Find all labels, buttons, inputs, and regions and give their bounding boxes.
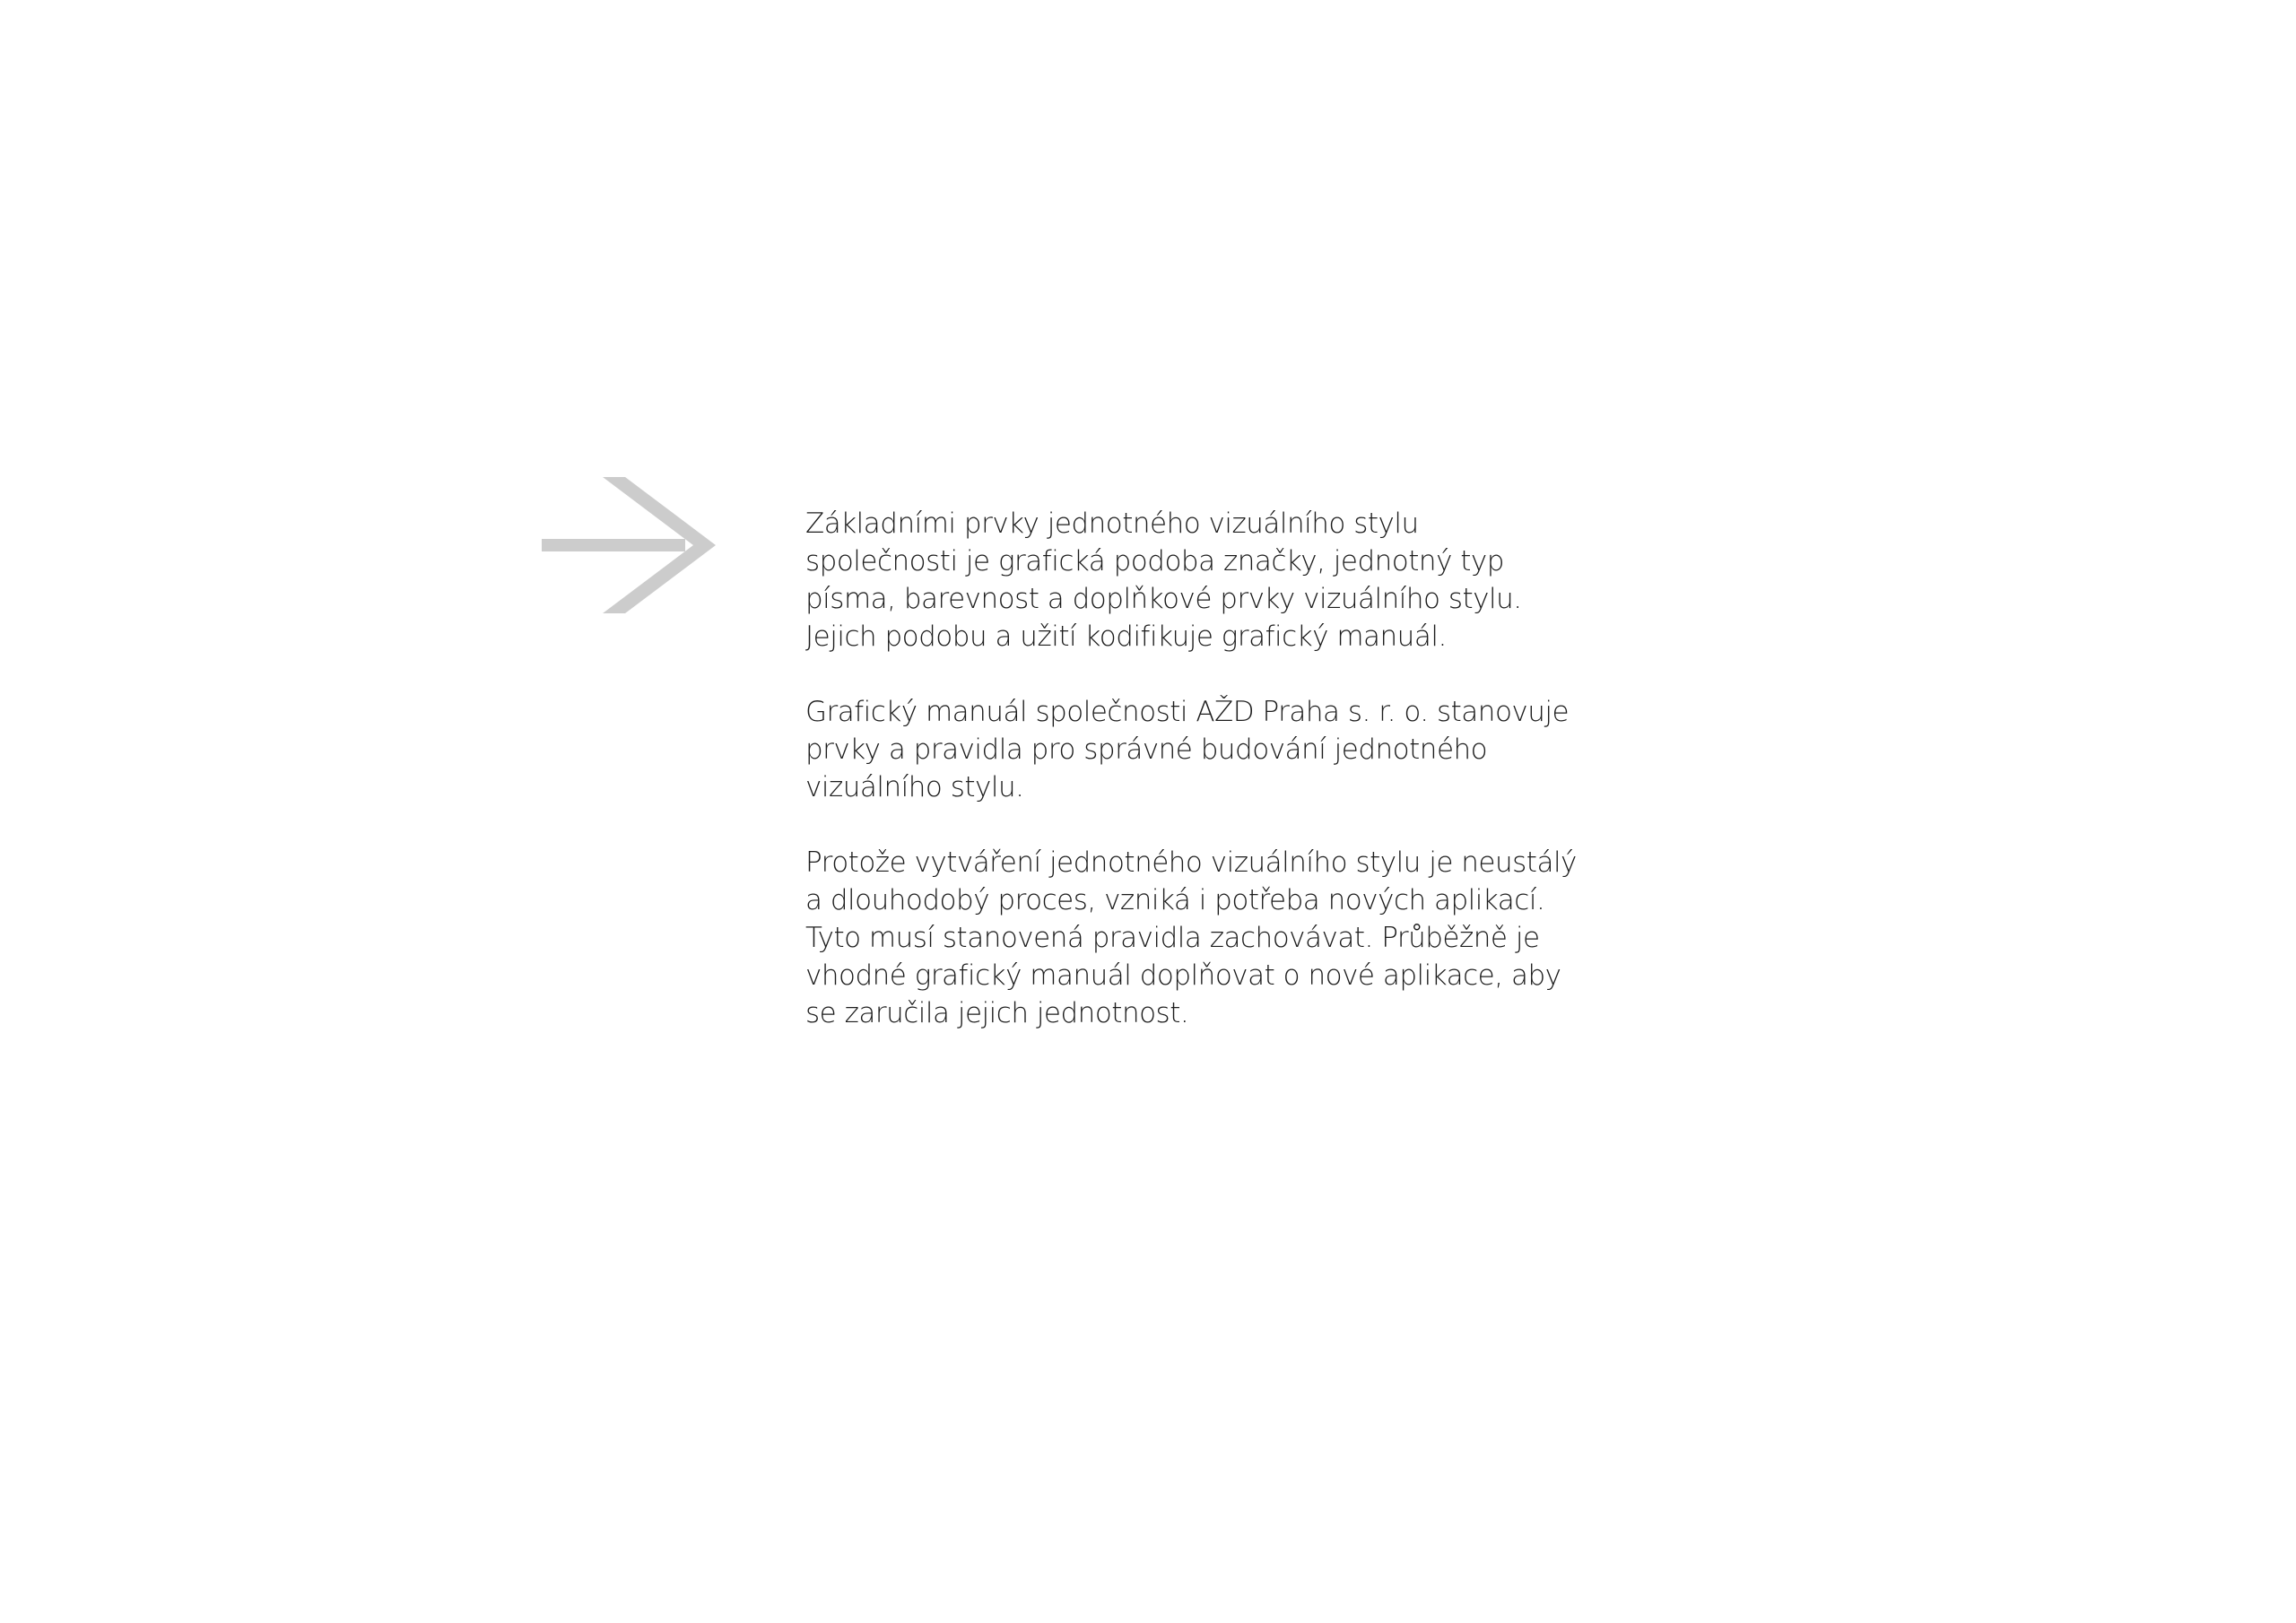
text-line: vizuálního stylu. bbox=[805, 771, 1024, 803]
text-line: Jejich podobu a užití kodifikuje grafický manuál. bbox=[805, 621, 1447, 653]
arrow-shaft bbox=[542, 539, 685, 551]
text-line: Protože vytváření jednotného vizuálního stylu je neustálý bbox=[805, 846, 1577, 879]
text-line: Grafický manuál společnosti AŽD Praha s. r. o. stanovuje bbox=[805, 696, 1570, 728]
intro-paragraph-1 bbox=[805, 505, 1613, 655]
text-line: písma, barevnost a doplňkové prvky vizuálního stylu. bbox=[805, 583, 1522, 615]
text-line: vhodné grafický manuál doplňovat o nové aplikace, aby bbox=[805, 959, 1561, 992]
intro-paragraph-2 bbox=[805, 693, 1613, 806]
intro-paragraph-3 bbox=[805, 844, 1613, 1032]
text-line: se zaručila jejich jednotnost. bbox=[805, 997, 1189, 1029]
double-chevron-arrow-icon bbox=[538, 475, 722, 614]
text-line: Základními prvky jednotného vizuálního stylu bbox=[805, 508, 1419, 540]
text-line: a dlouhodobý proces, vzniká i potřeba nových aplikací. bbox=[805, 884, 1545, 916]
text-line: Tyto musí stanovená pravidla zachovávat. Průběžně je bbox=[805, 922, 1540, 954]
text-line: společnosti je grafická podoba značky, jednotný typ bbox=[805, 545, 1504, 577]
intro-text bbox=[805, 505, 1613, 1032]
text-line: prvky a pravidla pro správné budování jednotného bbox=[805, 733, 1488, 766]
